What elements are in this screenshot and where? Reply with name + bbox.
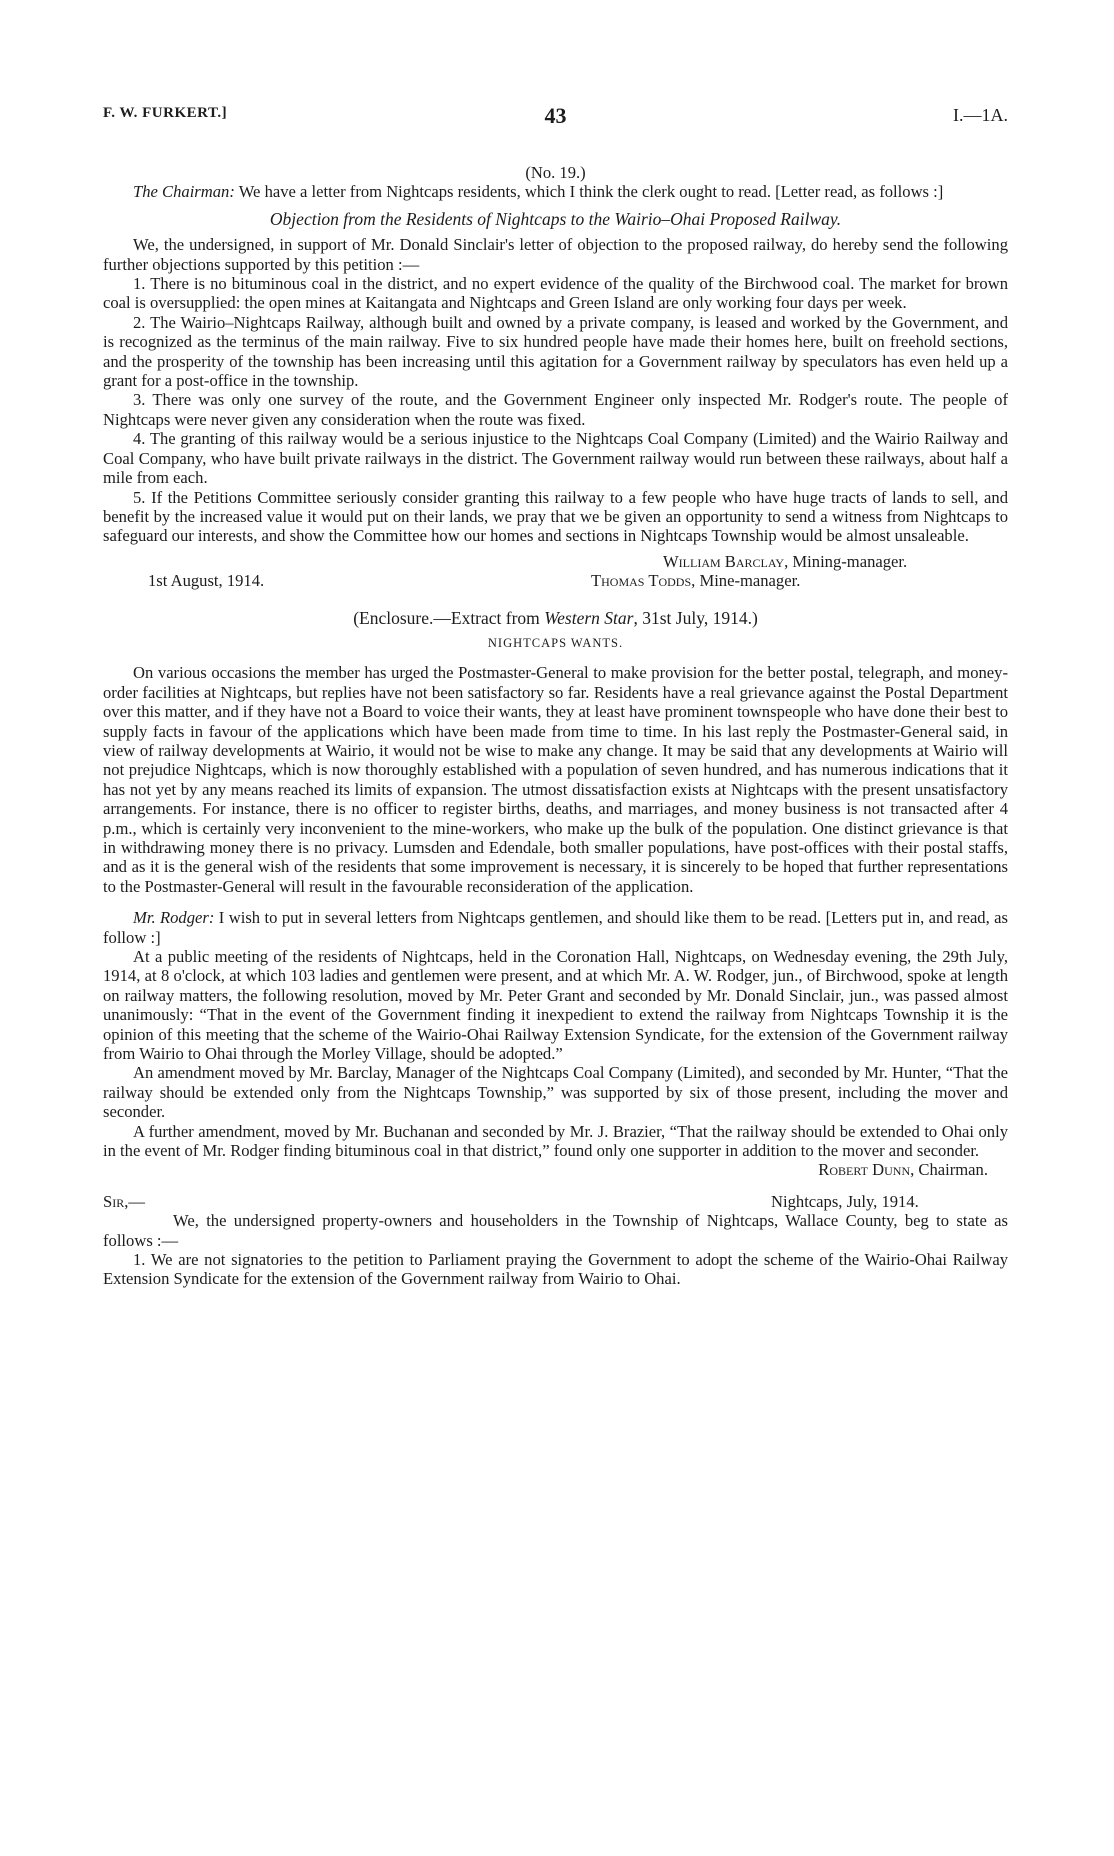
letter-date: 1st August, 1914. bbox=[148, 571, 265, 591]
article-heading: NIGHTCAPS WANTS. bbox=[487, 635, 624, 650]
letter-intro: We, the undersigned property-owners and householders in the Township of Nightcaps, Wallace County, beg to state as follows :— bbox=[103, 1211, 1008, 1250]
chairman-signature bbox=[103, 1160, 1008, 1179]
salutation-row bbox=[103, 1192, 1008, 1211]
speaker-chairman: The Chairman: bbox=[133, 182, 235, 202]
signature-line-1 bbox=[103, 552, 1008, 571]
letter-place-date: Nightcaps, July, 1914. bbox=[771, 1191, 919, 1211]
further-amendment-paragraph: A further amendment, moved by Mr. Buchanan and seconded by Mr. J. Brazier, “That the railway should be extended to Ohai only in the event of Mr. Rodger finding bituminous coal in that district,” found only one supporter in addition to the mover and seconder. bbox=[103, 1121, 1008, 1161]
chairman-paragraph bbox=[103, 182, 1008, 201]
exhibit-number: (No. 19.) bbox=[525, 163, 586, 182]
objection-title: Objection from the Residents of Nightcaps to the Wairio–Ohai Proposed Railway. bbox=[269, 208, 842, 229]
speaker-rodger: Mr. Rodger: bbox=[133, 908, 215, 928]
chairman-sig-name: Robert Dunn bbox=[818, 1160, 911, 1180]
objection-point-2: 2. The Wairio–Nightcaps Railway, although built and owned by a private company, is leased and worked by the Government, and is recognized as the terminus of the main railway. Five to six hundred people have made their homes here, built on freehold sections, and the prosperity of the township has been increasing until this agitation for a Government railway by speculators has even held up a grant for a post-office in the township. bbox=[103, 312, 1008, 391]
objection-point-1: 1. There is no bituminous coal in the district, and no expert evidence of the quality of the Birchwood coal. The market for brown coal is oversupplied: the open mines at Kaitangata and Nightcaps and Green Island are only working four days per week. bbox=[103, 274, 1008, 313]
amendment-paragraph: An amendment moved by Mr. Barclay, Manager of the Nightcaps Coal Company (Limited), and seconded by Mr. Hunter, “That the railway should be extended only from the Nightcaps Township,” was supported by six of those present, including the mover and seconder. bbox=[103, 1063, 1008, 1122]
rodger-text: I wish to put in several letters from Nightcaps gentlemen, and should like them to be read. [Letters put in, and read, as follow :] bbox=[103, 908, 1008, 947]
objection-point-5: 5. If the Petitions Committee seriously consider granting this railway to a few people who have huge tracts of lands to sell, and benefit by the increased value it would put on their lands, we pray that we be given an opportunity to send a witness from Nightcaps to safeguard our interests, and show the Committee how our homes and sections in Nightcaps Township would be almost unsaleable. bbox=[103, 487, 1008, 546]
chairman-sig-role: , Chairman. bbox=[910, 1160, 988, 1180]
enclosure-suffix: , 31st July, 1914.) bbox=[633, 607, 758, 628]
salutation: Sir,— bbox=[103, 1191, 145, 1211]
document-body bbox=[103, 163, 1008, 1289]
article-text: On various occasions the member has urged the Postmaster-General to make provision for the better postal, telegraph, and money-order facilities at Nightcaps, but replies have not been satisfactory so far. Residents have a real grievance against the Postal Department over this matter, and if they have not a Board to voice their wants, they at least have prominent townspeople who have done their best to supply facts in favour of the applications which have been made from time to time. In his last reply the Postmaster-General said, in view of railway developments at Wairio, it would not be wise to make any change. It may be said that any developments at Wairio will not prejudice Nightcaps, which is now thoroughly established with a population of seven hundred, and has numerous indications that it has not yet by any means reached its limits of expansion. The utmost dissatisfaction exists at Nightcaps with the present unsatisfactory arrangements. For instance, there is no officer to register births, deaths, and marriages, and money business is not transacted after 4 p.m., which is certainly very inconvenient to the mine-workers, who make up the bulk of the population. One distinct grievance is that in withdrawing money there is no privacy. Lumsden and Edendale, both smaller populations, have post-offices with their postal staffs, and as it is the general wish of the residents that some improvement is necessary, it is sincerely to be hoped that further representations to the Postmaster-General will result in the favourable reconsideration of the application. bbox=[103, 663, 1008, 896]
enclosure-heading bbox=[103, 609, 1008, 628]
meeting-paragraph: At a public meeting of the residents of Nightcaps, held in the Coronation Hall, Nightcaps, on Wednesday evening, the 29th July, 1914, at 8 o'clock, at which 103 ladies and gentlemen were present, and at which Mr. A. W. Rodger, jun., of Birchwood, spoke at length on railway matters, the following resolution, moved by Mr. Peter Grant and seconded by Mr. Donald Sinclair, jun., was passed almost unanimously: “That in the event of the Government finding it inexpedient to extend the railway from Nightcaps Township it is the opinion of this meeting that the scheme of the Wairio-Ohai Railway Extension Syndicate, for the extension of the Government railway from Wairio to Ohai through the Morley Village, should be adopted.” bbox=[103, 947, 1008, 1064]
letter-point-1: 1. We are not signatories to the petition to Parliament praying the Government to adopt the scheme of the Wairio-Ohai Railway Extension Syndicate for the extension of the Government railway from Wairio to Ohai. bbox=[103, 1250, 1008, 1289]
objection-intro: We, the undersigned, in support of Mr. Donald Sinclair's letter of objection to the proposed railway, do hereby send the following further objections supported by this petition :— bbox=[103, 235, 1008, 274]
objection-point-3: 3. There was only one survey of the route, and the Government Engineer only inspected Mr. Rodger's route. The people of Nightcaps were never given any consideration when the route was fixed. bbox=[103, 390, 1008, 429]
page-number: 43 bbox=[544, 103, 567, 128]
enclosure-prefix: (Enclosure.—Extract from bbox=[353, 607, 545, 628]
header-paper-ref: I.—1A. bbox=[953, 105, 1008, 125]
signatory-name-1: William Barclay bbox=[663, 551, 785, 571]
signatory-name-2: Thomas Todds bbox=[591, 571, 692, 591]
signatory-role-1: , Mining-manager. bbox=[784, 551, 908, 571]
rodger-paragraph bbox=[103, 908, 1008, 947]
running-header bbox=[103, 103, 1008, 127]
header-author: F. W. FURKERT.] bbox=[103, 105, 228, 121]
signatory-role-2: , Mine-manager. bbox=[691, 571, 801, 591]
enclosure-paper: Western Star bbox=[544, 607, 634, 628]
objection-point-4: 4. The granting of this railway would be a serious injustice to the Nightcaps Coal Company (Limited) and the Wairio Railway and Coal Company, who have built private railways in the district. The Government railway would run between these railways, about half a mile from each. bbox=[103, 429, 1008, 488]
signature-line-2 bbox=[103, 571, 1008, 590]
chairman-text: We have a letter from Nightcaps residents, which I think the clerk ought to read. [Letter read, as follows :] bbox=[234, 182, 944, 202]
